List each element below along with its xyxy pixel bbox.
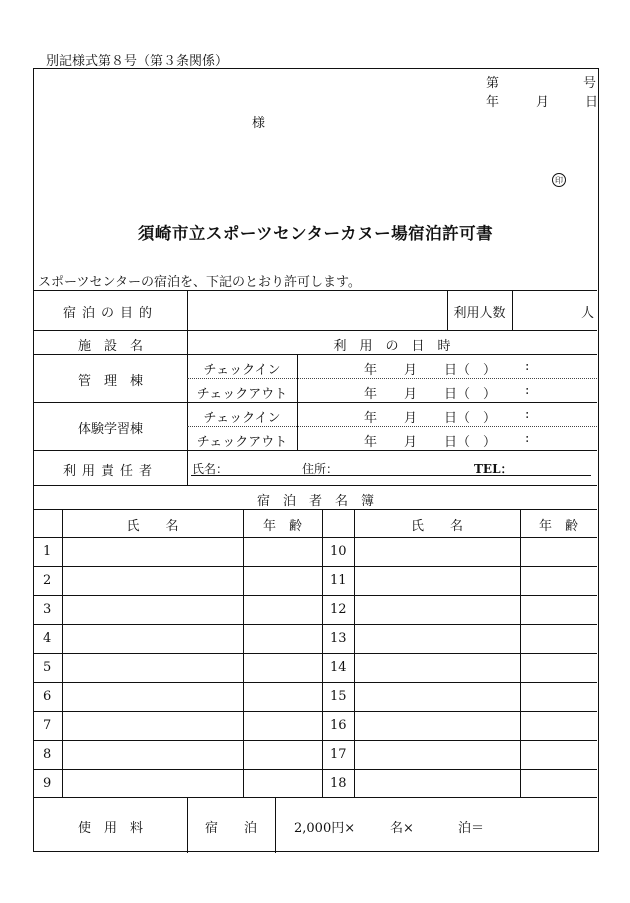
checkout-label: チェックアウト <box>196 387 288 402</box>
roster-name-header-left: 氏 名 <box>126 519 179 534</box>
checkin-label: チェックイン <box>203 363 281 378</box>
row-number: 18 <box>330 776 347 791</box>
row-number: 10 <box>330 544 347 559</box>
responsible-tel-label: TEL： <box>474 462 513 476</box>
divider <box>275 797 276 853</box>
row-number: 11 <box>330 573 347 588</box>
checkin-day: 日（ ） <box>444 411 497 426</box>
divider <box>187 426 597 427</box>
row-number: 7 <box>43 718 52 733</box>
divider <box>34 566 597 567</box>
date-day: 日 <box>585 95 599 110</box>
permit-form <box>33 68 599 852</box>
seal-mark: 印 <box>552 173 566 187</box>
checkin-month: 月 <box>404 363 418 378</box>
addressee-suffix: 様 <box>252 116 266 131</box>
checkout-label: チェックアウト <box>196 435 288 450</box>
form-label: 別記様式第８号（第３条関係） <box>46 54 229 69</box>
divider <box>34 740 597 741</box>
checkin-time-sep: : <box>525 359 530 374</box>
divider <box>34 682 597 683</box>
divider <box>512 290 513 330</box>
divider <box>34 797 597 798</box>
count-label: 利用人数 <box>453 306 506 321</box>
row-number: 8 <box>43 747 52 762</box>
divider <box>34 769 597 770</box>
divider <box>34 330 597 331</box>
number-suffix: 号 <box>583 76 597 91</box>
checkout-day: 日（ ） <box>444 387 497 402</box>
divider <box>34 354 597 355</box>
fee-price: 2,000円× <box>294 821 356 836</box>
divider <box>187 290 188 330</box>
row-number: 9 <box>43 776 52 791</box>
checkout-day: 日（ ） <box>444 435 497 450</box>
row-number: 6 <box>43 689 52 704</box>
row-number: 2 <box>43 573 52 588</box>
date-year: 年 <box>486 95 500 110</box>
roster-name-header-right: 氏 名 <box>410 519 463 534</box>
intro-text: スポーツセンターの宿泊を、下記のとおり許可します。 <box>38 275 361 290</box>
divider <box>187 378 597 379</box>
checkout-year: 年 <box>364 435 378 450</box>
checkout-month: 月 <box>404 387 418 402</box>
number-label: 第 <box>486 76 500 91</box>
fee-nights: 泊＝ <box>458 821 485 836</box>
divider <box>34 595 597 596</box>
divider <box>34 485 597 486</box>
row-number: 14 <box>330 660 347 675</box>
checkin-label: チェックイン <box>203 411 281 426</box>
checkin-time-sep: : <box>525 407 530 422</box>
facility-name-header: 施 設 名 <box>77 339 143 354</box>
checkout-time-sep: : <box>525 431 530 446</box>
divider <box>187 450 188 485</box>
usage-date-header: 利 用 の 日 時 <box>333 339 451 354</box>
divider <box>34 402 597 403</box>
row-number: 17 <box>330 747 347 762</box>
divider <box>34 711 597 712</box>
responsible-label: 利用責任者 <box>62 464 158 479</box>
divider <box>34 450 597 451</box>
fee-label: 使 用 料 <box>77 821 143 836</box>
divider <box>34 509 597 510</box>
divider <box>34 537 597 538</box>
checkout-year: 年 <box>364 387 378 402</box>
row-number: 16 <box>330 718 347 733</box>
purpose-label: 宿泊の目的 <box>62 306 158 321</box>
row-number: 5 <box>43 660 52 675</box>
row-number: 15 <box>330 689 347 704</box>
page-title: 須崎市立スポーツセンターカヌー場宿泊許可書 <box>137 224 494 243</box>
row-number: 3 <box>43 602 52 617</box>
building-kanri: 管 理 棟 <box>77 374 143 389</box>
count-unit: 人 <box>581 306 595 321</box>
roster-age-header-right: 年 齢 <box>538 519 578 534</box>
checkin-month: 月 <box>404 411 418 426</box>
checkin-day: 日（ ） <box>444 363 497 378</box>
fee-people: 名× <box>390 821 414 836</box>
row-number: 1 <box>43 544 52 559</box>
row-number: 12 <box>330 602 347 617</box>
building-taiken: 体験学習棟 <box>77 422 143 437</box>
responsible-address-label: 住所： <box>302 462 339 476</box>
divider <box>34 653 597 654</box>
checkout-time-sep: : <box>525 383 530 398</box>
checkin-year: 年 <box>364 411 378 426</box>
responsible-underline <box>191 475 591 476</box>
row-number: 4 <box>43 631 52 646</box>
checkout-month: 月 <box>404 435 418 450</box>
date-month: 月 <box>536 95 550 110</box>
divider <box>34 624 597 625</box>
responsible-name-label: 氏名： <box>192 462 229 476</box>
fee-type: 宿 泊 <box>204 821 257 836</box>
checkin-year: 年 <box>364 363 378 378</box>
row-number: 13 <box>330 631 347 646</box>
roster-age-header-left: 年 齢 <box>262 519 302 534</box>
roster-title: 宿 泊 者 名 簿 <box>256 494 374 509</box>
